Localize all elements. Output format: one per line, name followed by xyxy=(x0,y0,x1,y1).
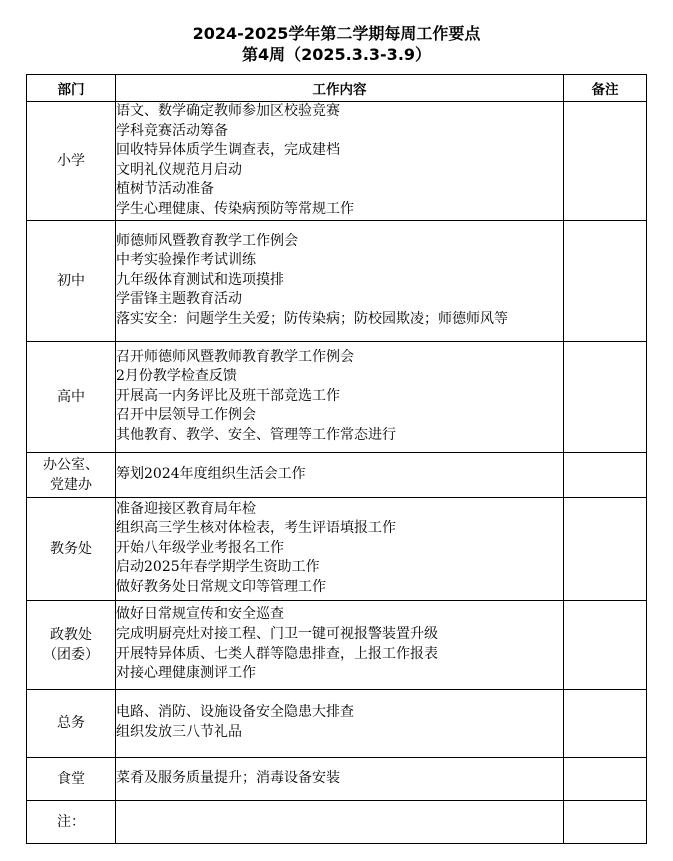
work-item: 菜肴及服务质量提升；消毒设备安装 xyxy=(116,769,340,786)
department-name: （团委） xyxy=(43,646,99,663)
department-name: 教务处 xyxy=(50,540,92,557)
department-cell xyxy=(27,600,116,689)
plan-body xyxy=(27,102,647,844)
department-header: 部门 xyxy=(27,75,116,102)
work-item: 电路、消防、设施设备安全隐患大排查 xyxy=(116,704,354,721)
remarks-cell xyxy=(564,689,647,757)
department-cell xyxy=(27,341,116,452)
department-name: 政教处 xyxy=(50,626,92,643)
work-content-cell xyxy=(116,341,564,452)
work-item: 启动2025年春学期学生资助工作 xyxy=(116,559,320,576)
department-name: 注： xyxy=(57,813,85,830)
work-content-cell xyxy=(116,757,564,800)
work-content-cell xyxy=(116,452,564,497)
work-item: 组织高三学生核对体检表，考生评语填报工作 xyxy=(116,520,396,537)
table-row xyxy=(27,341,647,452)
table-row xyxy=(27,220,647,341)
department-name: 总务 xyxy=(57,715,85,732)
week-subtitle: 第4周（2025.3.3-3.9） xyxy=(241,45,432,64)
remarks-cell xyxy=(564,341,647,452)
table-row xyxy=(27,102,647,221)
work-item: 学科竞赛活动筹备 xyxy=(116,122,228,139)
remarks-cell xyxy=(564,800,647,843)
work-item: 完成明厨亮灶对接工程、门卫一键可视报警装置升级 xyxy=(116,625,438,642)
work-content-cell xyxy=(116,220,564,341)
work-item: 植树节活动准备 xyxy=(116,181,214,198)
header-row xyxy=(27,75,647,102)
remarks-cell xyxy=(564,102,647,221)
remarks-cell xyxy=(564,757,647,800)
table-row xyxy=(27,497,647,600)
work-item: 文明礼仪规范月启动 xyxy=(116,161,242,178)
work-item: 组织发放三八节礼品 xyxy=(116,724,242,741)
document-title: 2024-2025学年第二学期每周工作要点 xyxy=(192,24,481,43)
work-content-cell xyxy=(116,102,564,221)
department-name: 初中 xyxy=(57,272,85,289)
work-item: 开展高一内务评比及班干部竞选工作 xyxy=(116,387,340,404)
table-row xyxy=(27,689,647,757)
work-item: 2月份教学检查反馈 xyxy=(116,368,237,385)
work-item: 做好教务处日常规文印等管理工作 xyxy=(116,578,326,595)
remarks-cell xyxy=(564,600,647,689)
table-row xyxy=(27,800,647,843)
work-item: 学雷锋主题教育活动 xyxy=(116,291,242,308)
table-row xyxy=(27,757,647,800)
work-item: 做好日常规宣传和安全巡查 xyxy=(116,606,284,623)
department-name: 党建办 xyxy=(50,476,92,493)
work-content-cell xyxy=(116,497,564,600)
table-row xyxy=(27,600,647,689)
work-content-cell xyxy=(116,800,564,843)
work-item: 九年级体育测试和选项摸排 xyxy=(116,271,284,288)
work-content-cell xyxy=(116,600,564,689)
work-item: 召开中层领导工作例会 xyxy=(116,407,256,424)
department-cell xyxy=(27,102,116,221)
work-item: 师德师风暨教育教学工作例会 xyxy=(116,232,298,249)
work-item: 落实安全：问题学生关爱；防传染病；防校园欺凌；师德师风等 xyxy=(116,310,508,327)
remarks-cell xyxy=(564,452,647,497)
department-cell xyxy=(27,757,116,800)
department-name: 小学 xyxy=(57,152,85,169)
remarks-header: 备注 xyxy=(564,75,647,102)
work-item: 语文、数学确定教师参加区校验竞赛 xyxy=(116,103,340,119)
remarks-cell xyxy=(564,220,647,341)
remarks-cell xyxy=(564,497,647,600)
work-content-cell xyxy=(116,689,564,757)
work-item: 召开师德师风暨教师教育教学工作例会 xyxy=(116,348,354,365)
work-item: 筹划2024年度组织生活会工作 xyxy=(116,465,306,482)
work-item: 回收特异体质学生调查表，完成建档 xyxy=(116,142,340,159)
department-cell xyxy=(27,220,116,341)
department-cell xyxy=(27,800,116,843)
work-item: 准备迎接区教育局年检 xyxy=(116,500,256,517)
content-header: 工作内容 xyxy=(116,75,564,102)
department-name: 食堂 xyxy=(57,770,85,787)
department-cell xyxy=(27,689,116,757)
work-item: 学生心理健康、传染病预防等常规工作 xyxy=(116,200,354,217)
work-item: 对接心理健康测评工作 xyxy=(116,665,256,682)
department-name: 高中 xyxy=(57,388,85,405)
weekly-plan-table xyxy=(26,74,647,844)
department-name: 办公室、 xyxy=(43,456,99,473)
department-cell xyxy=(27,452,116,497)
department-cell xyxy=(27,497,116,600)
work-item: 开始八年级学业考报名工作 xyxy=(116,539,284,556)
table-row xyxy=(27,452,647,497)
work-item: 中考实验操作考试训练 xyxy=(116,252,256,269)
work-item: 其他教育、教学、安全、管理等工作常态进行 xyxy=(116,426,396,443)
work-item: 开展特异体质、七类人群等隐患排查，上报工作报表 xyxy=(116,645,438,662)
